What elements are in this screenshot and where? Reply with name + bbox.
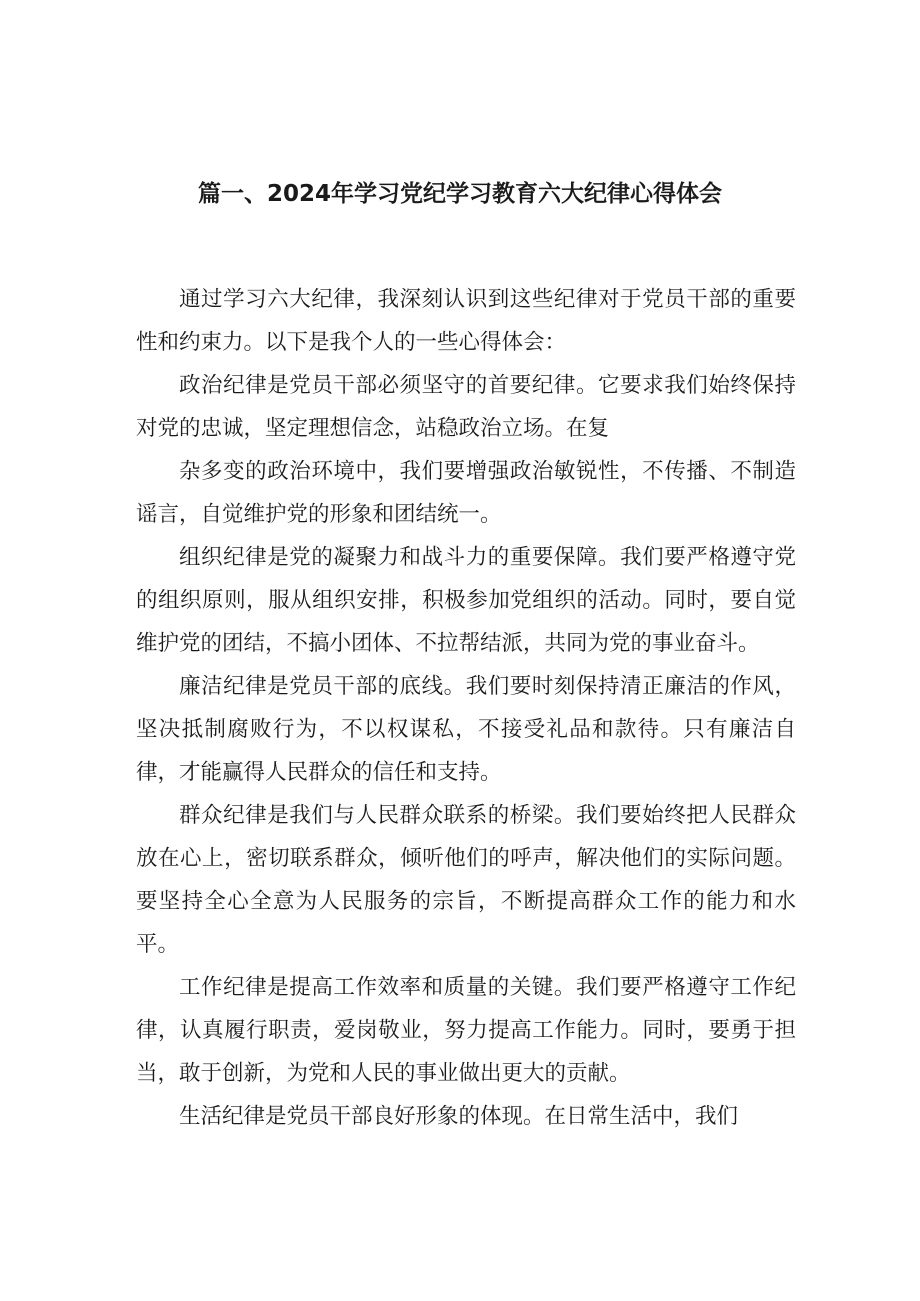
paragraph-mass-discipline: 群众纪律是我们与人民群众联系的桥梁。我们要始终把人民群众放在心上，密切联系群众，倾听他们的呼声，解决他们的实际问题。要坚持全心全意为人民服务的宗旨，不断提高群众工作的能力和水平。 — [136, 803, 796, 957]
paragraph-organizational-discipline: 组织纪律是党的凝聚力和战斗力的重要保障。我们要严格遵守党的组织原则，服从组织安排，积极参加党组织的活动。同时，要自觉维护党的团结，不搞小团体、不拉帮结派，共同为党的事业奋斗。 — [136, 545, 796, 656]
document-body — [136, 278, 796, 1138]
paragraph-integrity-discipline: 廉洁纪律是党员干部的底线。我们要时刻保持清正廉洁的作风，坚决抵制腐败行为，不以权谋私，不接受礼品和款待。只有廉洁自律，才能赢得人民群众的信任和支持。 — [136, 674, 796, 785]
paragraph-political-discipline-cont: 杂多变的政治环境中，我们要增强政治敏锐性，不传播、不制造谣言，自觉维护党的形象和团结统一。 — [136, 459, 796, 527]
paragraph-life-discipline: 生活纪律是党员干部良好形象的体现。在日常生活中，我们 — [179, 1104, 739, 1129]
paragraph-political-discipline: 政治纪律是党员干部必须坚守的首要纪律。它要求我们始终保持对党的忠诚，坚定理想信念，站稳政治立场。在复 — [136, 373, 796, 441]
document-title: 篇一、2024年学习党纪学习教育六大纪律心得体会 — [197, 181, 722, 207]
paragraph-intro: 通过学习六大纪律，我深刻认识到这些纪律对于党员干部的重要性和约束力。以下是我个人的一些心得体会： — [136, 287, 796, 355]
paragraph-work-discipline: 工作纪律是提高工作效率和质量的关键。我们要严格遵守工作纪律，认真履行职责，爱岗敬业，努力提高工作能力。同时，要勇于担当，敢于创新，为党和人民的事业做出更大的贡献。 — [136, 975, 796, 1086]
